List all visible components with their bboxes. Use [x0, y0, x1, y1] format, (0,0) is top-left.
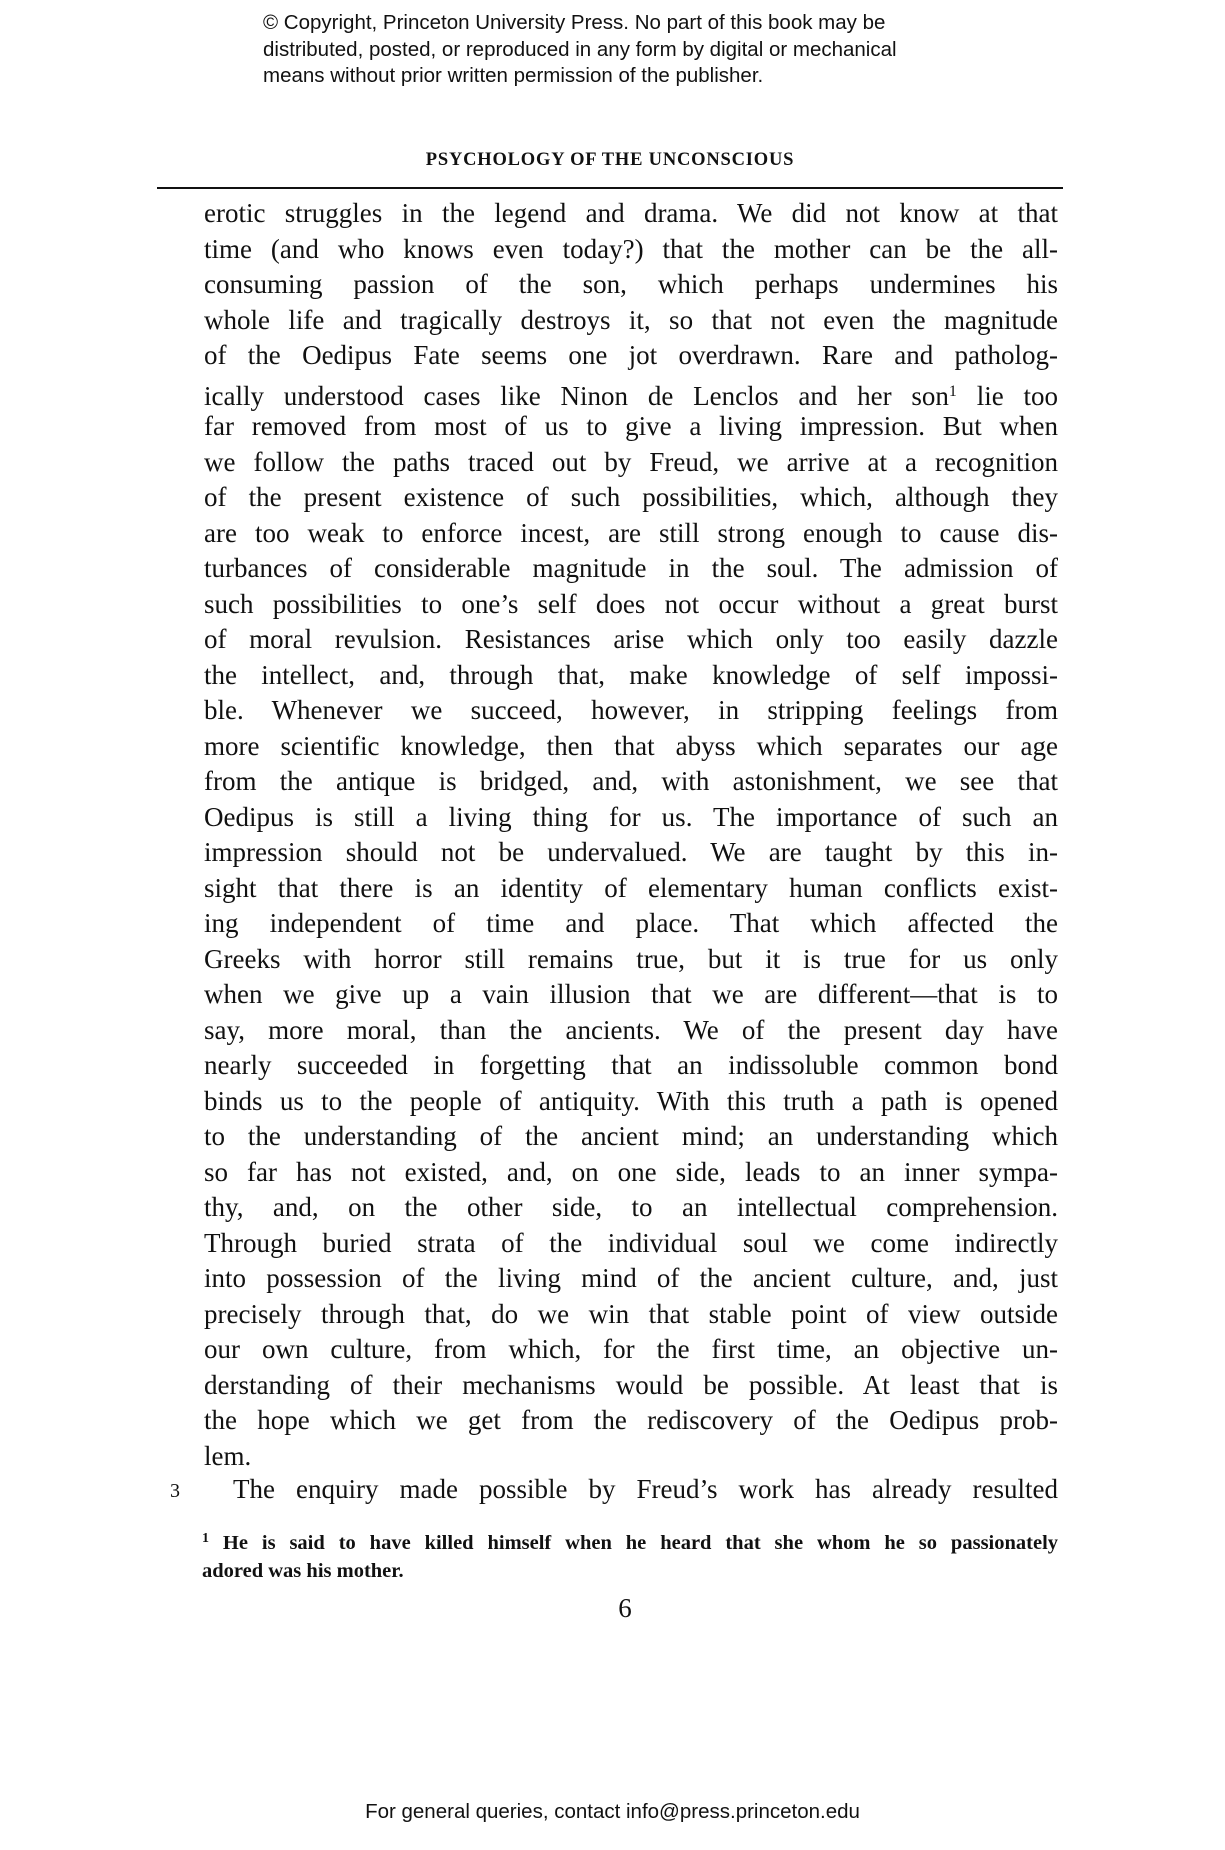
footnote-reference: 1	[948, 382, 957, 400]
body-line: ing independent of time and place. That which affected the	[204, 908, 1058, 938]
body-line: time (and who knows even today?) that the mother can be the all-	[204, 233, 1058, 264]
body-line: consuming passion of the son, which perhaps undermines his	[204, 269, 1058, 299]
body-line: lem.	[204, 1440, 252, 1471]
body-line: of the Oedipus Fate seems one jot overdrawn. Rare and patholog-	[204, 340, 1058, 370]
body-line: more scientific knowledge, then that abyss which separates our age	[204, 730, 1058, 761]
body-line-with-footnote-ref	[204, 374, 1058, 410]
body-line: from the antique is bridged, and, with astonishment, we see that	[204, 766, 1058, 796]
body-line: we follow the paths traced out by Freud, we arrive at a recognition	[204, 446, 1058, 477]
footnote-text: He is said to have killed himself when he heard that she whom he so passionately	[222, 1532, 1059, 1554]
footnote-line	[202, 1525, 1058, 1557]
page-number: 6	[618, 1593, 632, 1623]
body-line: nearly succeeded in forgetting that an indissoluble common bond	[204, 1050, 1058, 1080]
copyright-line: © Copyright, Princeton University Press. No part of this book may be	[263, 11, 886, 34]
body-line: of the present existence of such possibilities, which, although they	[204, 482, 1058, 512]
body-line: ble. Whenever we succeed, however, in stripping feelings from	[204, 695, 1058, 725]
body-line: impression should not be undervalued. We are taught by this in-	[204, 837, 1058, 867]
footer-contact: For general queries, contact info@press.princeton.edu	[365, 1800, 860, 1823]
body-line: when we give up a vain illusion that we are different—that is to	[204, 979, 1058, 1009]
body-line: erotic struggles in the legend and drama. We did not know at that	[204, 198, 1058, 228]
body-line: of moral revulsion. Resistances arise which only too easily dazzle	[204, 624, 1058, 654]
body-line: Through buried strata of the individual soul we come indirectly	[204, 1227, 1058, 1258]
copyright-notice	[263, 10, 1023, 90]
body-line: say, more moral, than the ancients. We of the present day have	[204, 1014, 1058, 1045]
body-line: Greeks with horror still remains true, but it is true for us only	[204, 943, 1058, 974]
body-line: the hope which we get from the rediscovery of the Oedipus prob-	[204, 1405, 1058, 1435]
paragraph-number: 3	[170, 1480, 180, 1502]
body-line: our own culture, from which, for the first time, an objective un-	[204, 1334, 1058, 1364]
copyright-line: means without prior written permission of the publisher.	[263, 64, 764, 87]
next-paragraph-line: The enquiry made possible by Freud’s work has already resulted	[233, 1474, 1058, 1504]
body-line: to the understanding of the ancient mind; an understanding which	[204, 1121, 1058, 1151]
body-line: derstanding of their mechanisms would be possible. At least that is	[204, 1369, 1058, 1400]
footnote-line: adored was his mother.	[202, 1560, 404, 1582]
body-line: into possession of the living mind of the ancient culture, and, just	[204, 1263, 1058, 1293]
body-line: so far has not existed, and, on one side, leads to an inner sympa-	[204, 1156, 1058, 1187]
body-line: thy, and, on the other side, to an intellectual comprehension.	[204, 1192, 1058, 1222]
header-rule	[157, 187, 1063, 189]
footnote	[202, 1525, 1058, 1585]
body-line: Oedipus is still a living thing for us. The importance of such an	[204, 801, 1058, 832]
body-line: precisely through that, do we win that stable point of view outside	[204, 1298, 1058, 1329]
body-line: are too weak to enforce incest, are still strong enough to cause dis-	[204, 517, 1058, 548]
running-head: PSYCHOLOGY OF THE UNCONSCIOUS	[425, 150, 795, 170]
body-line: turbances of considerable magnitude in the soul. The admission of	[204, 553, 1058, 583]
body-line: the intellect, and, through that, make knowledge of self impossi-	[204, 659, 1058, 690]
body-line: binds us to the people of antiquity. With this truth a path is opened	[204, 1085, 1058, 1116]
copyright-line: distributed, posted, or reproduced in any form by digital or mechanical	[263, 37, 897, 61]
body-line-part: ically understood cases like Ninon de Lenclos and her son	[204, 380, 949, 411]
body-line: whole life and tragically destroys it, so that not even the magnitude	[204, 304, 1058, 335]
body-line-part: lie too	[956, 380, 1058, 411]
body-line: sight that there is an identity of elementary human conflicts exist-	[204, 872, 1058, 903]
body-line: such possibilities to one’s self does not occur without a great burst	[204, 588, 1058, 619]
footnote-marker: 1	[202, 1531, 209, 1546]
body-text	[204, 196, 1058, 1474]
body-line: far removed from most of us to give a living impression. But when	[204, 411, 1058, 441]
